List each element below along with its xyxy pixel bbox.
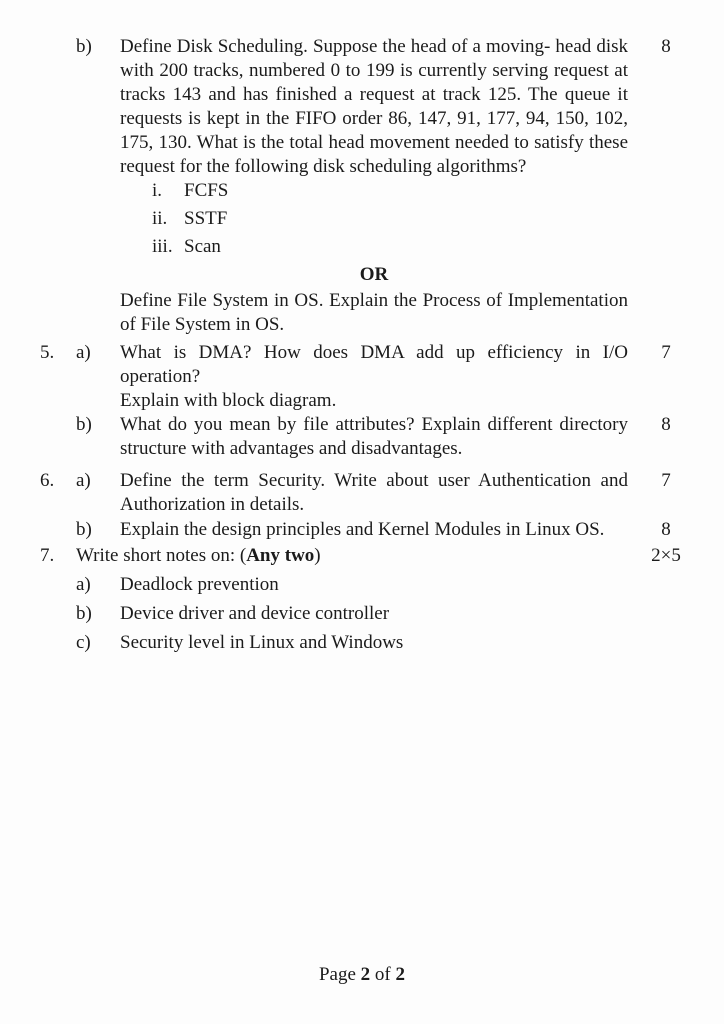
question-text-line: of File System in OS. xyxy=(120,314,285,335)
question-part-letter: b) xyxy=(76,414,92,435)
question-number: 5. xyxy=(40,342,55,363)
question-part-letter: b) xyxy=(76,603,92,624)
spacer xyxy=(628,573,704,597)
question-text-line: tracks 143 and has finished a request at track 125. The queue it xyxy=(120,84,628,105)
question-row-4b xyxy=(0,35,724,179)
roman-list-item xyxy=(152,207,724,231)
marks-value: 2×5 xyxy=(651,545,681,566)
question-text-line: What is DMA? How does DMA add up efficiency in I/O operation? xyxy=(120,342,628,387)
question-row-5b xyxy=(0,413,724,461)
spacer xyxy=(628,631,704,655)
question-text-line: 175, 130. What is the total head movement needed to satisfy these xyxy=(120,132,628,153)
footer-page-number: 2 xyxy=(360,964,371,985)
question-head-text: ) xyxy=(314,545,321,566)
roman-numeral: iii. xyxy=(152,236,173,257)
roman-numeral: i. xyxy=(152,180,163,201)
short-note-label: Security level in Linux and Windows xyxy=(120,632,404,653)
question-row-6a xyxy=(0,469,724,517)
question-text xyxy=(120,413,628,461)
question-text-line: Explain the design principles and Kernel Modules in Linux OS. xyxy=(120,519,605,540)
roman-item-label: SSTF xyxy=(184,208,228,229)
question-text xyxy=(120,289,628,337)
question-text-line: Explain with block diagram. xyxy=(120,390,337,411)
short-note-item xyxy=(0,602,724,626)
page-footer xyxy=(0,963,724,987)
question-head-text: Write short notes on: ( xyxy=(76,545,247,566)
question-part-letter: b) xyxy=(76,36,92,57)
question-text-line: requests is kept in the FIFO order 86, 147, 91, 177, 94, 150, 102, xyxy=(120,108,628,129)
marks-value: 8 xyxy=(661,519,671,540)
question-text xyxy=(120,341,628,413)
roman-item-label: FCFS xyxy=(184,180,229,201)
question-text-line: Define Disk Scheduling. Suppose the head of a moving- head disk xyxy=(120,36,628,57)
question-text-line: Define File System in OS. Explain the Process of Implementation xyxy=(120,290,628,311)
short-note-item xyxy=(0,631,724,655)
short-notes-list xyxy=(0,573,724,655)
spacer xyxy=(40,573,76,597)
or-separator: OR xyxy=(359,264,389,285)
footer-of-word: of xyxy=(374,964,391,985)
roman-list-item xyxy=(152,179,724,203)
question-number: 6. xyxy=(40,470,55,491)
page-content xyxy=(0,35,724,660)
question-row-6b xyxy=(0,518,724,542)
short-note-label: Device driver and device controller xyxy=(120,603,390,624)
question-text-line: structure with advantages and disadvantages. xyxy=(120,438,463,459)
or-separator-row xyxy=(0,263,724,287)
question-row-5a xyxy=(0,341,724,413)
short-note-label: Deadlock prevention xyxy=(120,574,279,595)
question-text xyxy=(120,518,628,542)
roman-item-label: Scan xyxy=(184,236,221,257)
footer-total-pages: 2 xyxy=(395,964,405,985)
marks-value: 8 xyxy=(661,36,671,57)
marks-value: 7 xyxy=(661,342,671,363)
question-text-line: Define the term Security. Write about user Authentication and xyxy=(120,470,628,491)
question-part-letter: a) xyxy=(76,574,91,595)
marks-value: 8 xyxy=(661,414,671,435)
marks-value: 7 xyxy=(661,470,671,491)
question-text-line: What do you mean by file attributes? Explain different directory xyxy=(120,414,628,435)
question-text xyxy=(120,35,628,179)
question-text-line: request for the following disk scheduling algorithms? xyxy=(120,156,527,177)
question-part-letter: b) xyxy=(76,519,92,540)
question-text-line: Authorization in details. xyxy=(120,494,305,515)
question-part-letter: a) xyxy=(76,470,91,491)
roman-list xyxy=(0,179,724,259)
question-text xyxy=(120,469,628,517)
question-row-4-or xyxy=(0,289,724,337)
roman-list-item xyxy=(152,235,724,259)
question-text-line: with 200 tracks, numbered 0 to 199 is currently serving request at xyxy=(120,60,628,81)
spacer xyxy=(628,602,704,626)
question-part-letter: c) xyxy=(76,632,91,653)
footer-page-word: Page xyxy=(318,964,356,985)
question-row-7 xyxy=(0,544,724,568)
question-part-letter: a) xyxy=(76,342,91,363)
spacer xyxy=(40,602,76,626)
spacer xyxy=(40,631,76,655)
question-head-bold-text: Any two xyxy=(246,545,315,566)
question-number: 7. xyxy=(40,545,55,566)
question-text xyxy=(76,544,628,568)
question-text-line xyxy=(76,544,628,568)
short-note-item xyxy=(0,573,724,597)
roman-numeral: ii. xyxy=(152,208,168,229)
